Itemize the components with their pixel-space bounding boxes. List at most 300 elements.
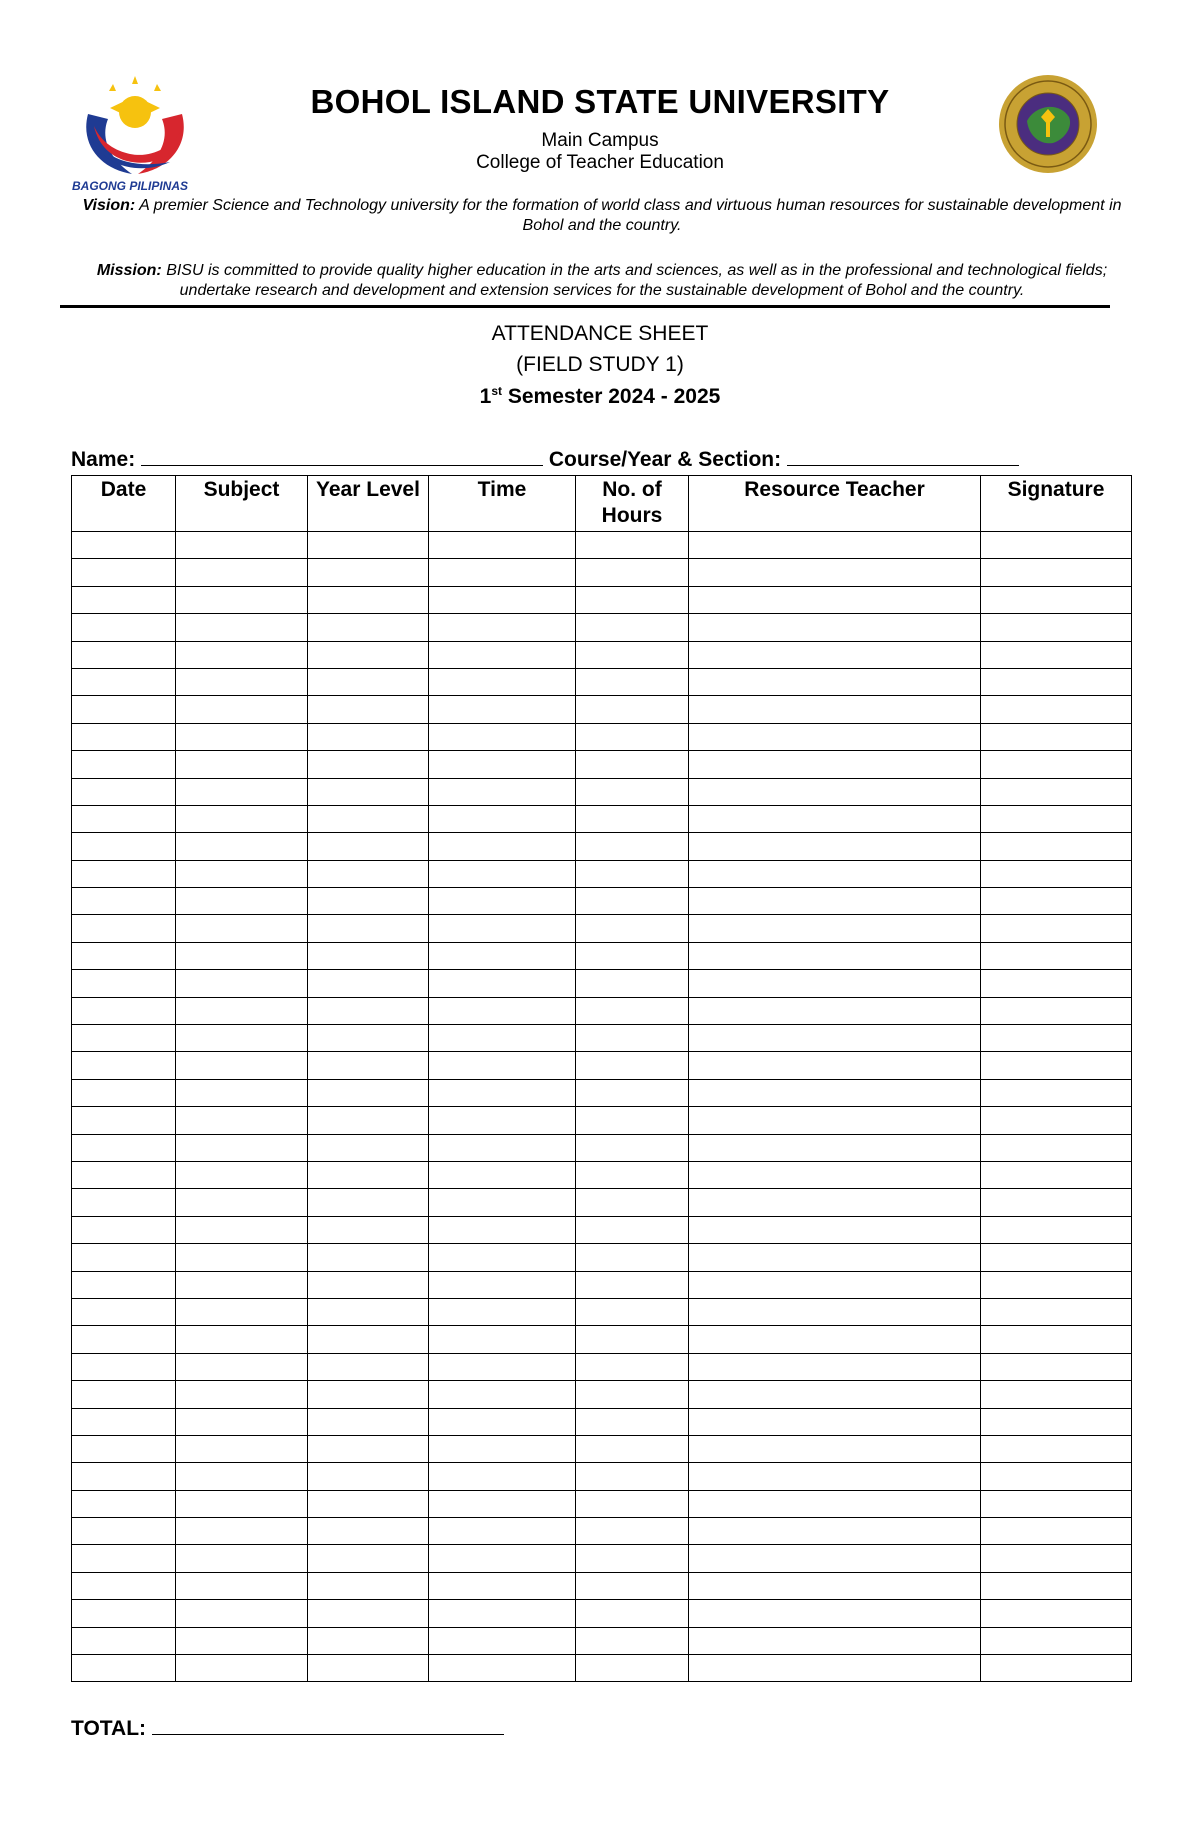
cell-hours[interactable]	[576, 751, 689, 778]
cell-subject[interactable]	[176, 942, 308, 969]
cell-subject[interactable]	[176, 751, 308, 778]
cell-signature[interactable]	[981, 1600, 1132, 1627]
cell-teacher[interactable]	[689, 723, 981, 750]
cell-date[interactable]	[72, 696, 176, 723]
cell-hours[interactable]	[576, 1545, 689, 1572]
cell-year-level[interactable]	[308, 970, 429, 997]
cell-hours[interactable]	[576, 833, 689, 860]
cell-signature[interactable]	[981, 723, 1132, 750]
cell-subject[interactable]	[176, 997, 308, 1024]
cell-signature[interactable]	[981, 778, 1132, 805]
cell-hours[interactable]	[576, 778, 689, 805]
cell-subject[interactable]	[176, 1244, 308, 1271]
cell-teacher[interactable]	[689, 942, 981, 969]
cell-time[interactable]	[429, 1655, 576, 1682]
cell-signature[interactable]	[981, 942, 1132, 969]
cell-time[interactable]	[429, 1025, 576, 1052]
cell-subject[interactable]	[176, 1353, 308, 1380]
cell-year-level[interactable]	[308, 586, 429, 613]
cell-subject[interactable]	[176, 1490, 308, 1517]
cell-subject[interactable]	[176, 833, 308, 860]
cell-time[interactable]	[429, 778, 576, 805]
cell-subject[interactable]	[176, 1518, 308, 1545]
cell-hours[interactable]	[576, 668, 689, 695]
cell-date[interactable]	[72, 997, 176, 1024]
cell-hours[interactable]	[576, 1518, 689, 1545]
cell-date[interactable]	[72, 1655, 176, 1682]
cell-year-level[interactable]	[308, 942, 429, 969]
cell-time[interactable]	[429, 970, 576, 997]
cell-date[interactable]	[72, 559, 176, 586]
cell-date[interactable]	[72, 641, 176, 668]
cell-year-level[interactable]	[308, 1271, 429, 1298]
cell-hours[interactable]	[576, 1600, 689, 1627]
cell-hours[interactable]	[576, 805, 689, 832]
cell-signature[interactable]	[981, 1572, 1132, 1599]
cell-year-level[interactable]	[308, 1134, 429, 1161]
cell-time[interactable]	[429, 1079, 576, 1106]
cell-signature[interactable]	[981, 641, 1132, 668]
cell-date[interactable]	[72, 915, 176, 942]
cell-subject[interactable]	[176, 860, 308, 887]
cell-time[interactable]	[429, 614, 576, 641]
cell-year-level[interactable]	[308, 1025, 429, 1052]
cell-year-level[interactable]	[308, 751, 429, 778]
cell-year-level[interactable]	[308, 1326, 429, 1353]
cell-subject[interactable]	[176, 1435, 308, 1462]
cell-time[interactable]	[429, 532, 576, 559]
cell-signature[interactable]	[981, 1298, 1132, 1325]
cell-teacher[interactable]	[689, 1353, 981, 1380]
cell-year-level[interactable]	[308, 1079, 429, 1106]
cell-time[interactable]	[429, 1353, 576, 1380]
cell-teacher[interactable]	[689, 1244, 981, 1271]
cell-date[interactable]	[72, 1134, 176, 1161]
cell-hours[interactable]	[576, 1435, 689, 1462]
cell-subject[interactable]	[176, 668, 308, 695]
cell-subject[interactable]	[176, 1655, 308, 1682]
cell-hours[interactable]	[576, 1490, 689, 1517]
cell-year-level[interactable]	[308, 668, 429, 695]
cell-date[interactable]	[72, 833, 176, 860]
cell-teacher[interactable]	[689, 1052, 981, 1079]
cell-signature[interactable]	[981, 805, 1132, 832]
cell-date[interactable]	[72, 1161, 176, 1188]
cell-hours[interactable]	[576, 614, 689, 641]
cell-time[interactable]	[429, 1216, 576, 1243]
cell-hours[interactable]	[576, 970, 689, 997]
cell-signature[interactable]	[981, 559, 1132, 586]
cell-year-level[interactable]	[308, 778, 429, 805]
cell-teacher[interactable]	[689, 1298, 981, 1325]
cell-hours[interactable]	[576, 1244, 689, 1271]
cell-teacher[interactable]	[689, 1381, 981, 1408]
cell-teacher[interactable]	[689, 915, 981, 942]
cell-hours[interactable]	[576, 1655, 689, 1682]
cell-subject[interactable]	[176, 559, 308, 586]
cell-date[interactable]	[72, 1189, 176, 1216]
cell-date[interactable]	[72, 805, 176, 832]
cell-year-level[interactable]	[308, 1408, 429, 1435]
cell-time[interactable]	[429, 723, 576, 750]
cell-teacher[interactable]	[689, 888, 981, 915]
cell-teacher[interactable]	[689, 1463, 981, 1490]
cell-time[interactable]	[429, 997, 576, 1024]
cell-year-level[interactable]	[308, 805, 429, 832]
cell-signature[interactable]	[981, 1353, 1132, 1380]
cell-teacher[interactable]	[689, 1408, 981, 1435]
cell-subject[interactable]	[176, 1600, 308, 1627]
cell-signature[interactable]	[981, 1025, 1132, 1052]
cell-year-level[interactable]	[308, 1435, 429, 1462]
cell-year-level[interactable]	[308, 723, 429, 750]
cell-hours[interactable]	[576, 641, 689, 668]
cell-signature[interactable]	[981, 1189, 1132, 1216]
cell-time[interactable]	[429, 805, 576, 832]
cell-signature[interactable]	[981, 833, 1132, 860]
cell-signature[interactable]	[981, 860, 1132, 887]
cell-teacher[interactable]	[689, 532, 981, 559]
cell-time[interactable]	[429, 860, 576, 887]
cell-hours[interactable]	[576, 1381, 689, 1408]
cell-time[interactable]	[429, 1627, 576, 1654]
cell-year-level[interactable]	[308, 1655, 429, 1682]
cell-teacher[interactable]	[689, 1079, 981, 1106]
name-field[interactable]	[141, 446, 543, 466]
cell-signature[interactable]	[981, 1271, 1132, 1298]
cell-year-level[interactable]	[308, 1298, 429, 1325]
cell-date[interactable]	[72, 1572, 176, 1599]
cell-hours[interactable]	[576, 1463, 689, 1490]
cell-signature[interactable]	[981, 1381, 1132, 1408]
cell-signature[interactable]	[981, 1490, 1132, 1517]
cell-hours[interactable]	[576, 1107, 689, 1134]
cell-hours[interactable]	[576, 1572, 689, 1599]
cell-signature[interactable]	[981, 1216, 1132, 1243]
cell-hours[interactable]	[576, 1079, 689, 1106]
cell-signature[interactable]	[981, 1134, 1132, 1161]
cell-hours[interactable]	[576, 860, 689, 887]
cell-hours[interactable]	[576, 723, 689, 750]
cell-hours[interactable]	[576, 1627, 689, 1654]
cell-signature[interactable]	[981, 970, 1132, 997]
cell-signature[interactable]	[981, 1161, 1132, 1188]
cell-time[interactable]	[429, 888, 576, 915]
cell-teacher[interactable]	[689, 805, 981, 832]
cell-teacher[interactable]	[689, 559, 981, 586]
cell-time[interactable]	[429, 942, 576, 969]
table-row	[72, 805, 1132, 832]
cell-subject[interactable]	[176, 1025, 308, 1052]
cell-teacher[interactable]	[689, 586, 981, 613]
cell-signature[interactable]	[981, 1545, 1132, 1572]
cell-hours[interactable]	[576, 1025, 689, 1052]
cell-signature[interactable]	[981, 888, 1132, 915]
cell-hours[interactable]	[576, 888, 689, 915]
cell-subject[interactable]	[176, 696, 308, 723]
cell-date[interactable]	[72, 1271, 176, 1298]
cell-teacher[interactable]	[689, 970, 981, 997]
cell-subject[interactable]	[176, 1189, 308, 1216]
cell-teacher[interactable]	[689, 641, 981, 668]
cell-year-level[interactable]	[308, 1216, 429, 1243]
cell-hours[interactable]	[576, 915, 689, 942]
cell-teacher[interactable]	[689, 1107, 981, 1134]
cell-signature[interactable]	[981, 696, 1132, 723]
cell-subject[interactable]	[176, 532, 308, 559]
cell-subject[interactable]	[176, 1572, 308, 1599]
cell-hours[interactable]	[576, 559, 689, 586]
cell-year-level[interactable]	[308, 1572, 429, 1599]
cell-signature[interactable]	[981, 1408, 1132, 1435]
table-row	[72, 888, 1132, 915]
cell-year-level[interactable]	[308, 1381, 429, 1408]
cell-subject[interactable]	[176, 1107, 308, 1134]
cell-hours[interactable]	[576, 586, 689, 613]
cell-date[interactable]	[72, 1079, 176, 1106]
column-header-date: Date	[72, 476, 176, 532]
cell-teacher[interactable]	[689, 1025, 981, 1052]
cell-date[interactable]	[72, 1490, 176, 1517]
cell-subject[interactable]	[176, 970, 308, 997]
cell-year-level[interactable]	[308, 833, 429, 860]
cell-subject[interactable]	[176, 614, 308, 641]
cell-date[interactable]	[72, 860, 176, 887]
cell-teacher[interactable]	[689, 1518, 981, 1545]
cell-subject[interactable]	[176, 1326, 308, 1353]
cell-hours[interactable]	[576, 1353, 689, 1380]
cell-subject[interactable]	[176, 1627, 308, 1654]
cell-time[interactable]	[429, 1435, 576, 1462]
cell-signature[interactable]	[981, 1627, 1132, 1654]
cell-subject[interactable]	[176, 1463, 308, 1490]
cell-hours[interactable]	[576, 1052, 689, 1079]
cell-subject[interactable]	[176, 888, 308, 915]
cell-year-level[interactable]	[308, 1353, 429, 1380]
cell-date[interactable]	[72, 1052, 176, 1079]
cell-date[interactable]	[72, 1244, 176, 1271]
cell-teacher[interactable]	[689, 751, 981, 778]
cell-hours[interactable]	[576, 1298, 689, 1325]
cell-year-level[interactable]	[308, 1600, 429, 1627]
cell-hours[interactable]	[576, 696, 689, 723]
cell-teacher[interactable]	[689, 1627, 981, 1654]
cell-year-level[interactable]	[308, 1107, 429, 1134]
cell-signature[interactable]	[981, 668, 1132, 695]
cell-date[interactable]	[72, 1381, 176, 1408]
cell-signature[interactable]	[981, 1326, 1132, 1353]
cell-time[interactable]	[429, 668, 576, 695]
cell-teacher[interactable]	[689, 1545, 981, 1572]
cell-time[interactable]	[429, 833, 576, 860]
cell-date[interactable]	[72, 1298, 176, 1325]
cell-subject[interactable]	[176, 1381, 308, 1408]
cell-year-level[interactable]	[308, 888, 429, 915]
cell-hours[interactable]	[576, 942, 689, 969]
cell-subject[interactable]	[176, 1161, 308, 1188]
cell-year-level[interactable]	[308, 1161, 429, 1188]
cell-time[interactable]	[429, 1244, 576, 1271]
cell-year-level[interactable]	[308, 1463, 429, 1490]
cell-subject[interactable]	[176, 1271, 308, 1298]
cell-date[interactable]	[72, 614, 176, 641]
cell-signature[interactable]	[981, 1079, 1132, 1106]
cell-teacher[interactable]	[689, 1161, 981, 1188]
cell-subject[interactable]	[176, 1134, 308, 1161]
cell-year-level[interactable]	[308, 532, 429, 559]
cell-date[interactable]	[72, 1600, 176, 1627]
cell-signature[interactable]	[981, 1435, 1132, 1462]
cell-date[interactable]	[72, 1326, 176, 1353]
cell-date[interactable]	[72, 668, 176, 695]
cell-date[interactable]	[72, 1216, 176, 1243]
cell-hours[interactable]	[576, 997, 689, 1024]
cell-time[interactable]	[429, 1545, 576, 1572]
cell-subject[interactable]	[176, 586, 308, 613]
cell-teacher[interactable]	[689, 860, 981, 887]
cell-year-level[interactable]	[308, 1490, 429, 1517]
cell-teacher[interactable]	[689, 1326, 981, 1353]
cell-subject[interactable]	[176, 805, 308, 832]
cell-year-level[interactable]	[308, 696, 429, 723]
cell-time[interactable]	[429, 1408, 576, 1435]
cell-time[interactable]	[429, 1463, 576, 1490]
cell-teacher[interactable]	[689, 1435, 981, 1462]
cell-year-level[interactable]	[308, 1627, 429, 1654]
cell-hours[interactable]	[576, 1326, 689, 1353]
cell-subject[interactable]	[176, 915, 308, 942]
cell-signature[interactable]	[981, 915, 1132, 942]
cell-signature[interactable]	[981, 532, 1132, 559]
cell-date[interactable]	[72, 1518, 176, 1545]
cell-hours[interactable]	[576, 1134, 689, 1161]
cell-time[interactable]	[429, 1189, 576, 1216]
cell-year-level[interactable]	[308, 997, 429, 1024]
cell-subject[interactable]	[176, 1052, 308, 1079]
cell-teacher[interactable]	[689, 1655, 981, 1682]
cell-time[interactable]	[429, 915, 576, 942]
cell-date[interactable]	[72, 888, 176, 915]
cell-signature[interactable]	[981, 1463, 1132, 1490]
cell-signature[interactable]	[981, 1107, 1132, 1134]
cell-hours[interactable]	[576, 1161, 689, 1188]
cell-year-level[interactable]	[308, 1545, 429, 1572]
cell-year-level[interactable]	[308, 1244, 429, 1271]
cell-time[interactable]	[429, 641, 576, 668]
cell-date[interactable]	[72, 723, 176, 750]
cell-time[interactable]	[429, 1381, 576, 1408]
cell-teacher[interactable]	[689, 997, 981, 1024]
cell-year-level[interactable]	[308, 915, 429, 942]
cell-subject[interactable]	[176, 1408, 308, 1435]
cell-teacher[interactable]	[689, 1189, 981, 1216]
cell-teacher[interactable]	[689, 1271, 981, 1298]
cell-time[interactable]	[429, 1326, 576, 1353]
cell-time[interactable]	[429, 559, 576, 586]
cell-time[interactable]	[429, 1107, 576, 1134]
cell-hours[interactable]	[576, 532, 689, 559]
cell-signature[interactable]	[981, 751, 1132, 778]
cell-signature[interactable]	[981, 1052, 1132, 1079]
cell-subject[interactable]	[176, 778, 308, 805]
cell-subject[interactable]	[176, 1216, 308, 1243]
cell-year-level[interactable]	[308, 860, 429, 887]
cell-date[interactable]	[72, 1107, 176, 1134]
cell-signature[interactable]	[981, 1244, 1132, 1271]
cell-signature[interactable]	[981, 586, 1132, 613]
cell-time[interactable]	[429, 1600, 576, 1627]
cell-subject[interactable]	[176, 723, 308, 750]
cell-teacher[interactable]	[689, 1490, 981, 1517]
cell-time[interactable]	[429, 1052, 576, 1079]
cell-hours[interactable]	[576, 1408, 689, 1435]
cell-date[interactable]	[72, 586, 176, 613]
cell-date[interactable]	[72, 1435, 176, 1462]
cell-date[interactable]	[72, 1408, 176, 1435]
cell-teacher[interactable]	[689, 1134, 981, 1161]
cell-signature[interactable]	[981, 997, 1132, 1024]
cell-teacher[interactable]	[689, 778, 981, 805]
cell-subject[interactable]	[176, 1079, 308, 1106]
cell-signature[interactable]	[981, 1655, 1132, 1682]
cell-signature[interactable]	[981, 1518, 1132, 1545]
cell-time[interactable]	[429, 586, 576, 613]
cell-time[interactable]	[429, 1298, 576, 1325]
cell-teacher[interactable]	[689, 1216, 981, 1243]
cell-date[interactable]	[72, 970, 176, 997]
cell-year-level[interactable]	[308, 641, 429, 668]
cell-date[interactable]	[72, 1463, 176, 1490]
cell-time[interactable]	[429, 751, 576, 778]
cell-subject[interactable]	[176, 1545, 308, 1572]
cell-year-level[interactable]	[308, 1518, 429, 1545]
cell-date[interactable]	[72, 1627, 176, 1654]
total-field[interactable]	[152, 1715, 504, 1735]
cell-hours[interactable]	[576, 1271, 689, 1298]
cell-date[interactable]	[72, 778, 176, 805]
cell-date[interactable]	[72, 942, 176, 969]
cell-teacher[interactable]	[689, 1572, 981, 1599]
cell-date[interactable]	[72, 532, 176, 559]
cell-teacher[interactable]	[689, 668, 981, 695]
cell-subject[interactable]	[176, 1298, 308, 1325]
cell-time[interactable]	[429, 696, 576, 723]
cell-teacher[interactable]	[689, 1600, 981, 1627]
cell-date[interactable]	[72, 1545, 176, 1572]
cell-subject[interactable]	[176, 641, 308, 668]
cell-time[interactable]	[429, 1518, 576, 1545]
cell-teacher[interactable]	[689, 614, 981, 641]
cell-date[interactable]	[72, 1353, 176, 1380]
cell-time[interactable]	[429, 1572, 576, 1599]
cell-date[interactable]	[72, 751, 176, 778]
cell-time[interactable]	[429, 1161, 576, 1188]
cell-year-level[interactable]	[308, 614, 429, 641]
cell-date[interactable]	[72, 1025, 176, 1052]
cell-signature[interactable]	[981, 614, 1132, 641]
cell-time[interactable]	[429, 1271, 576, 1298]
cell-hours[interactable]	[576, 1189, 689, 1216]
cell-year-level[interactable]	[308, 559, 429, 586]
cell-year-level[interactable]	[308, 1052, 429, 1079]
cell-time[interactable]	[429, 1490, 576, 1517]
cell-time[interactable]	[429, 1134, 576, 1161]
cell-year-level[interactable]	[308, 1189, 429, 1216]
cell-teacher[interactable]	[689, 833, 981, 860]
course-field[interactable]	[787, 446, 1019, 466]
cell-teacher[interactable]	[689, 696, 981, 723]
cell-hours[interactable]	[576, 1216, 689, 1243]
